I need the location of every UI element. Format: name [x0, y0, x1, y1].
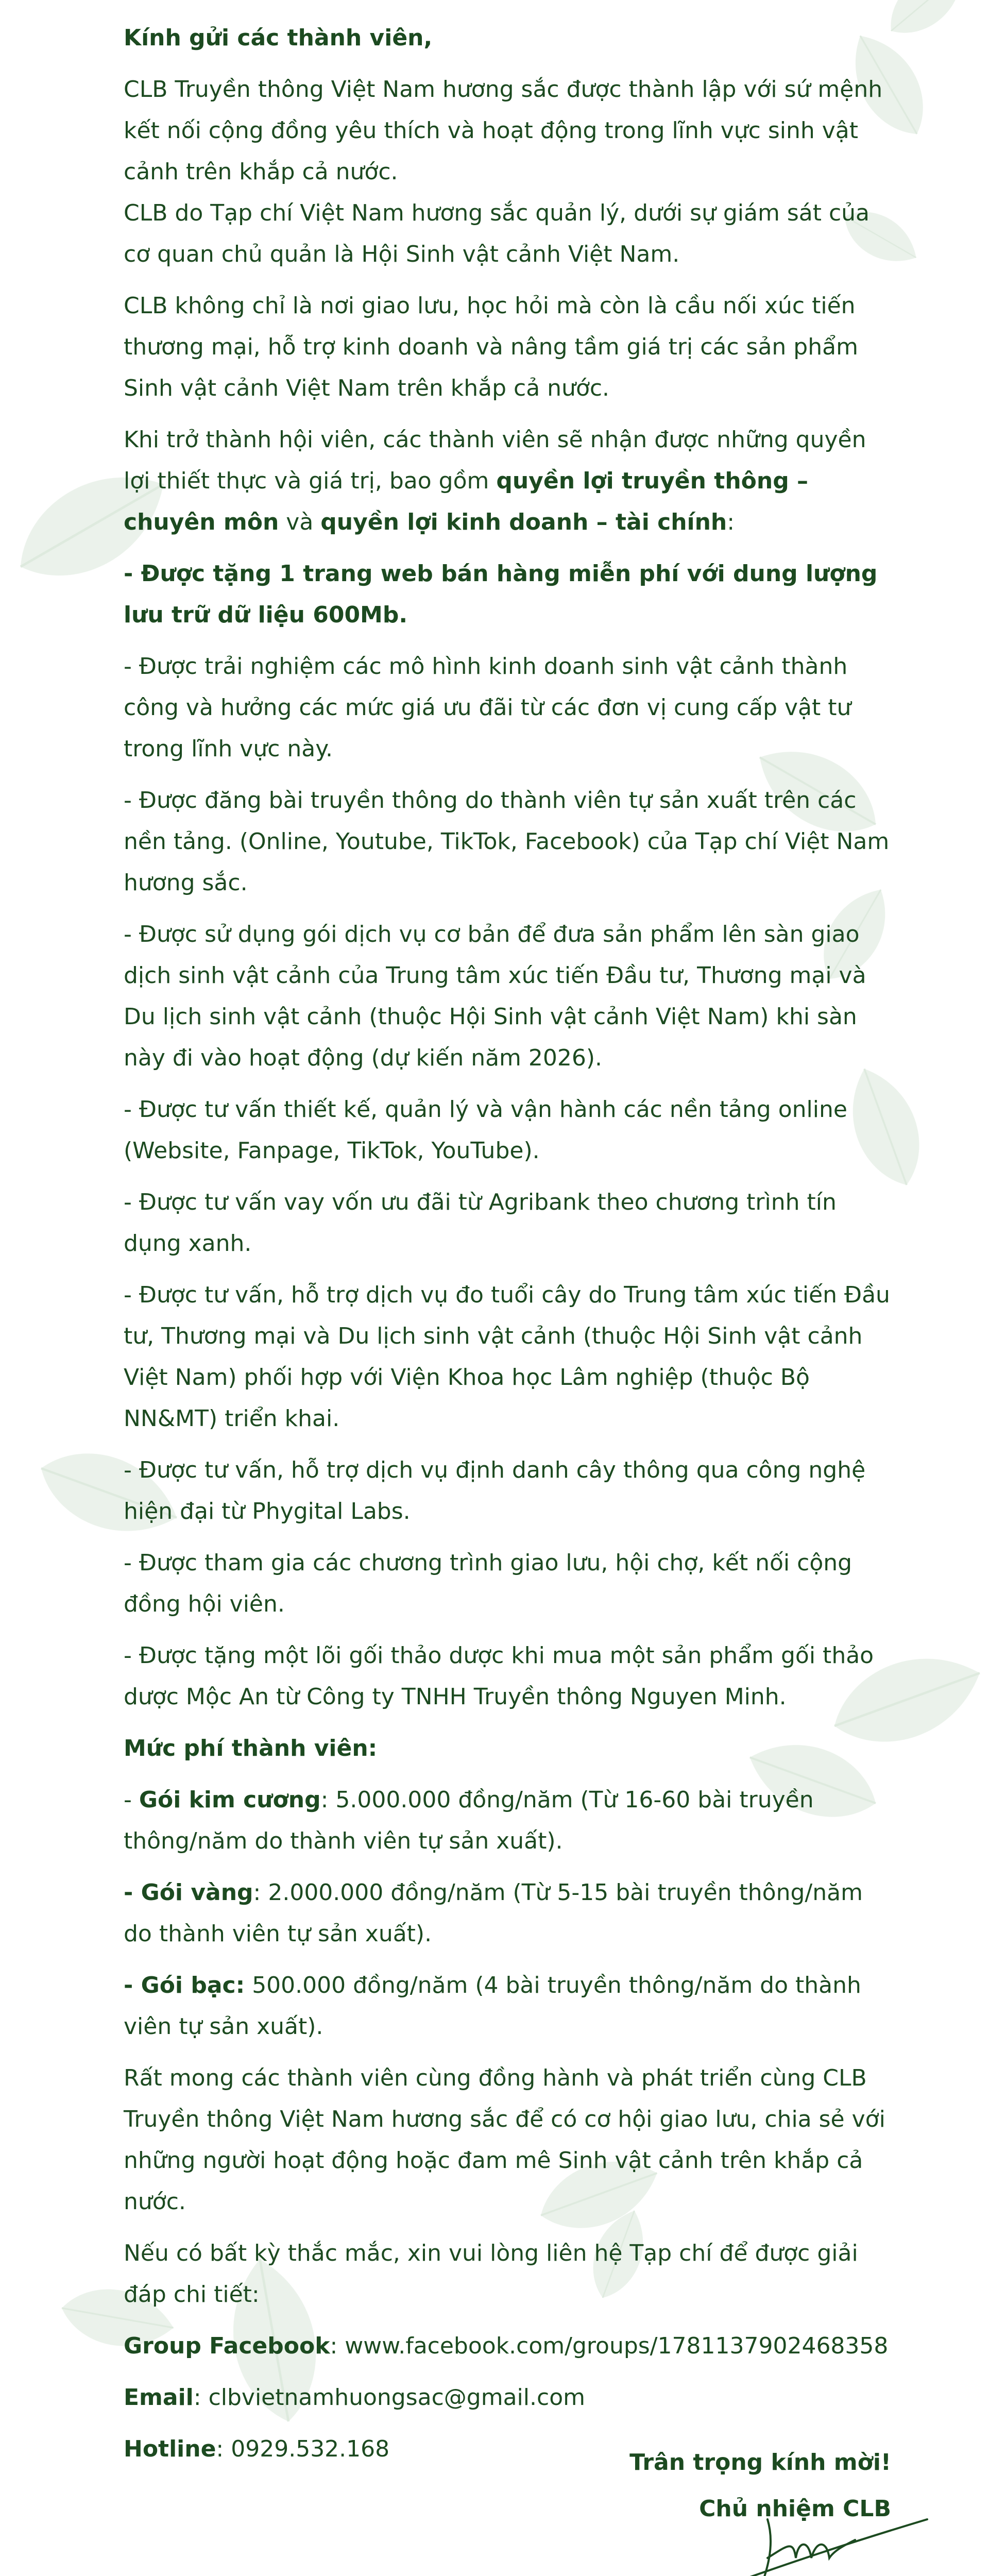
contact-facebook-label: Group Facebook	[124, 2333, 330, 2359]
intro-text: và	[279, 509, 321, 535]
benefit-item: - Được trải nghiệm các mô hình kinh doanh sinh vật cảnh thành công và hưởng các mức giá ưu đãi từ các đơn vị cung cấp vật tư trong lĩnh vực này.	[124, 653, 851, 762]
benefit-item: - Được tặng 1 trang web bán hàng miễn phí với dung lượng lưu trữ dữ liệu 600Mb.	[124, 561, 878, 628]
intro-text: Khi trở thành hội viên, các thành viên sẽ nhận được những quyền lợi thiết thực và giá trị, bao gồm	[124, 427, 866, 494]
benefit-item: - Được tư vấn, hỗ trợ dịch vụ định danh cây thông qua công nghệ hiện đại từ Phygital Labs.	[124, 1457, 866, 1524]
intro-bold-media-rights: quyền lợi truyền thông – chuyên môn	[124, 468, 809, 535]
fee-diamond-text: : 5.000.000 đồng/năm (Từ 16-60 bài truyền thông/năm do thành viên tự sản xuất).	[124, 1787, 814, 1854]
fee-silver	[124, 1965, 891, 2047]
closing-paragraph-2: Nếu có bất kỳ thắc mắc, xin vui lòng liên hệ Tạp chí để được giải đáp chi tiết:	[124, 2240, 858, 2308]
intro-bold-business-rights: quyền lợi kinh doanh – tài chính	[320, 509, 727, 535]
intro-paragraph-4	[124, 419, 891, 543]
intro-paragraph-1: CLB Truyền thông Việt Nam hương sắc được thành lập với sứ mệnh kết nối cộng đồng yêu thích và hoạt động trong lĩnh vực sinh vật cảnh trên khắp cả nước.	[124, 76, 883, 185]
fee-gold-text: : 2.000.000 đồng/năm (Từ 5-15 bài truyền thông/năm do thành viên tự sản xuất).	[124, 1879, 863, 1947]
benefit-item: - Được đăng bài truyền thông do thành viên tự sản xuất trên các nền tảng. (Online, Youtube, TikTok, Facebook) của Tạp chí Việt Nam hương sắc.	[124, 787, 890, 896]
letter-body	[124, 18, 891, 2480]
contact-email	[124, 2377, 891, 2418]
benefit-item: - Được tham gia các chương trình giao lưu, hội chợ, kết nối cộng đồng hội viên.	[124, 1550, 852, 1617]
contact-facebook-link[interactable]: : www.facebook.com/groups/1781137902468358	[330, 2333, 889, 2359]
signature-icon	[690, 2509, 932, 2576]
closing-paragraph-1: Rất mong các thành viên cùng đồng hành và phát triển cùng CLB Truyền thông Việt Nam hương sắc để có cơ hội giao lưu, chia sẻ với những người hoạt động hoặc đam mê Sinh vật cảnh trên khắp cả nước.	[124, 2065, 885, 2215]
fee-silver-text: 500.000 đồng/năm (4 bài truyền thông/năm do thành viên tự sản xuất).	[124, 1972, 861, 2040]
fee-diamond-label: Gói kim cương	[139, 1787, 321, 1813]
intro-text: :	[727, 509, 735, 535]
fee-gold	[124, 1872, 891, 1955]
fee-silver-label: - Gói bạc:	[124, 1972, 245, 1998]
benefit-item: - Được tư vấn, hỗ trợ dịch vụ đo tuổi cây do Trung tâm xúc tiến Đầu tư, Thương mại và Du lịch sinh vật cảnh (thuộc Hội Sinh vật cảnh Việt Nam) phối hợp với Viện Khoa học Lâm nghiệp (thuộc Bộ NN&MT) triển khai.	[124, 1282, 890, 1432]
intro-paragraph-3: CLB không chỉ là nơi giao lưu, học hỏi mà còn là cầu nối xúc tiến thương mại, hỗ trợ kinh doanh và nâng tầm giá trị các sản phẩm Sinh vật cảnh Việt Nam trên khắp cả nước.	[124, 293, 858, 401]
benefit-item: - Được tặng một lõi gối thảo dược khi mua một sản phẩm gối thảo dược Mộc An từ Công ty TNHH Truyền thông Nguyen Minh.	[124, 1642, 874, 1710]
benefit-item: - Được sử dụng gói dịch vụ cơ bản để đưa sản phẩm lên sàn giao dịch sinh vật cảnh của Trung tâm xúc tiến Đầu tư, Thương mại và Du lịch sinh vật cảnh (thuộc Hội Sinh vật cảnh Việt Nam) khi sàn này đi vào hoạt động (dự kiến năm 2026).	[124, 921, 866, 1071]
benefit-item: - Được tư vấn vay vốn ưu đãi từ Agribank theo chương trình tín dụng xanh.	[124, 1189, 837, 1257]
intro-paragraph-2: CLB do Tạp chí Việt Nam hương sắc quản lý, dưới sự giám sát của cơ quan chủ quản là Hội Sinh vật cảnh Việt Nam.	[124, 200, 870, 267]
signoff-role: Chủ nhiệm CLB	[699, 2496, 891, 2522]
contact-hotline-label: Hotline	[124, 2436, 216, 2462]
fees-heading: Mức phí thành viên:	[124, 1735, 378, 1761]
benefit-item: - Được tư vấn thiết kế, quản lý và vận hành các nền tảng online (Website, Fanpage, TikTok, YouTube).	[124, 1096, 847, 1164]
contact-email-label: Email	[124, 2384, 194, 2411]
signoff-regards: Trân trọng kính mời!	[629, 2449, 891, 2476]
contact-email-link[interactable]: : clbvietnamhuongsac@gmail.com	[193, 2384, 585, 2411]
fee-prefix: -	[124, 1787, 139, 1813]
greeting: Kính gửi các thành viên,	[124, 25, 433, 51]
fee-diamond	[124, 1780, 891, 1862]
contact-hotline-link[interactable]: : 0929.532.168	[216, 2436, 390, 2462]
fee-gold-label: - Gói vàng	[124, 1879, 253, 1906]
contact-facebook	[124, 2326, 891, 2367]
